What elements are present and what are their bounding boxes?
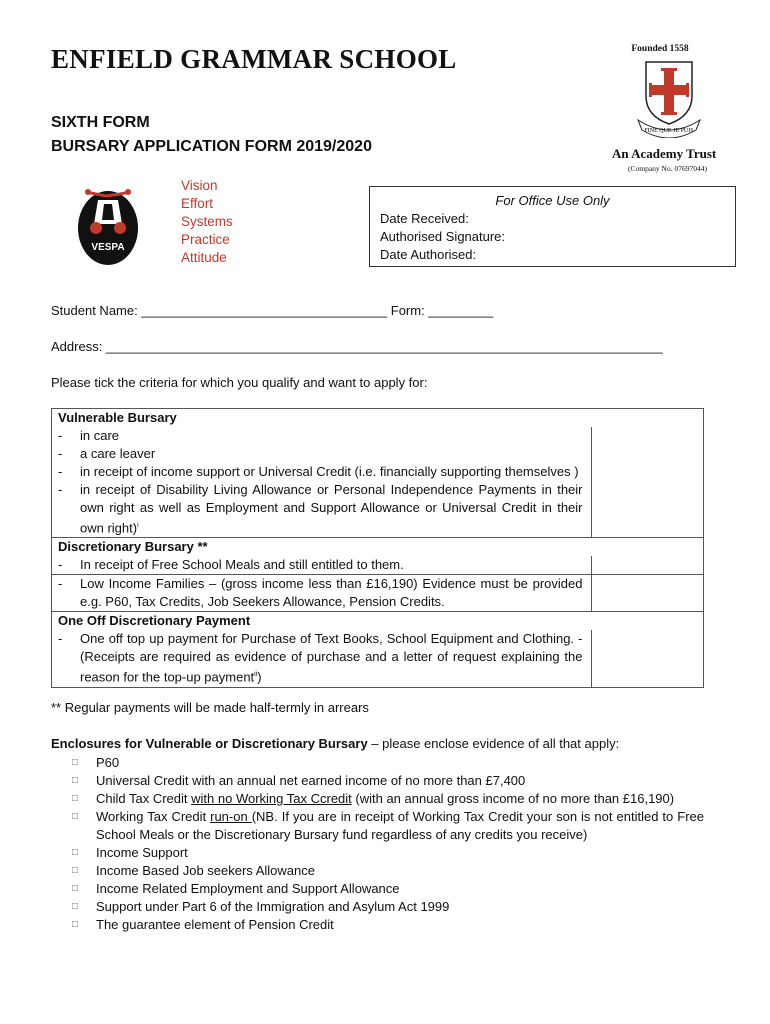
vespa-logo-icon (76, 184, 140, 266)
checkbox-icon[interactable]: □ (72, 847, 79, 858)
list-item: □ Income Support (72, 845, 188, 860)
checkbox-icon[interactable]: □ (72, 793, 79, 804)
list-item: □ P60 (72, 755, 120, 770)
vulnerable-bursary-heading: Vulnerable Bursary (58, 410, 177, 425)
authorised-signature-label: Authorised Signature: (380, 229, 506, 244)
form-subtitle-sixth-form: SIXTH FORM (51, 114, 150, 131)
list-item: □ Working Tax Credit run-on (NB. If you are in receipt of Working Tax Credit your son is not entitled to Free School Meals or the Discretionary Bursary fund regardless of any credits you receive) (72, 809, 704, 842)
office-use-box (369, 186, 736, 267)
list-item: □ Income Related Employment and Support Allowance (72, 881, 400, 896)
vulnerable-criteria (52, 427, 591, 538)
academy-trust-label: An Academy Trust (612, 146, 717, 161)
one-off-criteria (52, 630, 591, 686)
list-item: - in care (58, 428, 120, 443)
list-item: - In receipt of Free School Meals and still entitled to them. (58, 557, 404, 573)
list-item: - a care leaver (58, 446, 156, 461)
vespa-value: Vision (181, 178, 218, 193)
date-received-label: Date Received: (380, 211, 469, 226)
list-item: □ The guarantee element of Pension Credit (72, 917, 334, 932)
school-name: ENFIELD GRAMMAR SCHOOL (51, 44, 457, 74)
instruction-text: Please tick the criteria for which you qualify and want to apply for: (51, 375, 428, 390)
enclosures-heading: Enclosures for Vulnerable or Discretionary Bursary – please enclose evidence of all that apply: (51, 736, 620, 751)
vespa-values-list (181, 177, 233, 267)
list-item: - in receipt of income support or Universal Credit (i.e. financially supporting themselves ) (58, 464, 579, 479)
vespa-value: Effort (181, 196, 214, 211)
vulnerable-tick-box[interactable] (591, 427, 703, 538)
discretionary-bursary-heading: Discretionary Bursary ** (52, 538, 591, 557)
list-item: □ Universal Credit with an annual net earned income of no more than £7,400 (72, 773, 526, 788)
checkbox-icon[interactable]: □ (72, 757, 79, 768)
list-item: □ Income Based Job seekers Allowance (72, 863, 315, 878)
form-title: BURSARY APPLICATION FORM 2019/2020 (51, 138, 372, 155)
enclosures-list (72, 754, 704, 934)
one-off-tick-box[interactable] (591, 630, 703, 686)
office-use-title: For Office Use Only (495, 193, 610, 208)
founded-label: Founded 1558 (631, 44, 689, 54)
student-name-form-field[interactable]: Student Name: __________________________________ Form: _________ (51, 303, 494, 318)
footnote: ** Regular payments will be made half-termly in arrears (51, 700, 369, 715)
company-number: (Company No. 07697044) (628, 164, 707, 173)
discretionary-criteria-fsm (52, 556, 591, 575)
school-crest-icon (634, 58, 704, 138)
one-off-payment-heading: One Off Discretionary Payment (52, 612, 591, 631)
vespa-value: Practice (181, 232, 230, 247)
list-item: - in receipt of Disability Living Allowance or Personal Independence Payments in their own right as well as Employment and Support Allowance or Universal Credit in their own right)$^i$ (58, 482, 583, 536)
date-authorised-label: Date Authorised: (380, 247, 477, 262)
checkbox-icon[interactable]: □ (72, 901, 79, 912)
checkbox-icon[interactable]: □ (72, 775, 79, 786)
discretionary-criteria-low-income (52, 575, 591, 612)
checkbox-icon[interactable]: □ (72, 883, 79, 894)
crest-motto: FINE QUE JE PUIS (644, 128, 694, 134)
checkbox-icon[interactable]: □ (72, 919, 79, 930)
checkbox-icon[interactable]: □ (72, 811, 79, 822)
list-item: □ Child Tax Credit with no Working Tax Ccredit (with an annual gross income of no more than £16,190) (72, 791, 675, 806)
address-field[interactable]: Address: _____________________________________________________________________________ (51, 339, 663, 354)
checkbox-icon[interactable]: □ (72, 865, 79, 876)
list-item: □ Support under Part 6 of the Immigration and Asylum Act 1999 (72, 899, 450, 914)
low-income-tick-box[interactable] (591, 575, 703, 612)
list-item: - One off top up payment for Purchase of Text Books, School Equipment and Clothing. - (Receipts are required as evidence of purchase and a letter of request explaining the reason for the top-up payment$^{ii}$) (58, 631, 583, 685)
vespa-value: Systems (181, 214, 233, 229)
criteria-table (51, 408, 704, 688)
list-item: - Low Income Families – (gross income less than £16,190) Evidence must be provided e.g. P60, Tax Credits, Job Seekers Allowance, Pension Credits. (58, 576, 583, 610)
vespa-value: Attitude (181, 250, 227, 265)
fsm-tick-box[interactable] (591, 556, 703, 575)
vespa-logo-text: VESPA (91, 242, 125, 253)
